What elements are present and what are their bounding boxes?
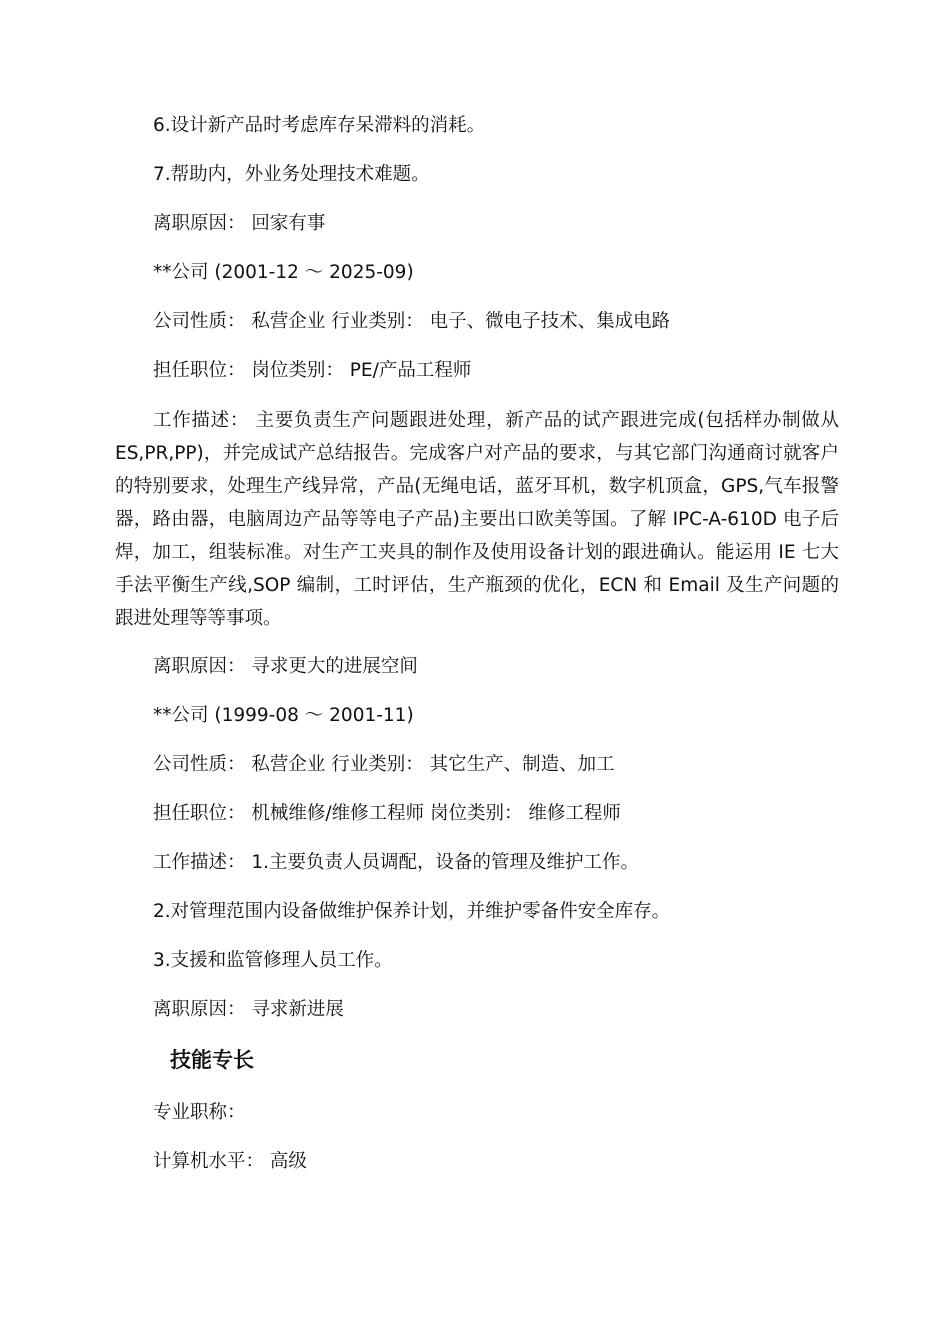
company-3-duty-2: 2.对管理范围内设备做维护保养计划，并维护零备件安全库存。 — [153, 901, 671, 922]
company-2-header: **公司 (2001-12 ～ 2025-09) — [153, 262, 414, 283]
leave-reason-1: 离职原因： 回家有事 — [153, 213, 326, 234]
company-3-description: 工作描述： 1.主要负责人员调配，设备的管理及维护工作。 — [153, 852, 640, 873]
company-2-nature: 公司性质： 私营企业 行业类别： 电子、微电子技术、集成电路 — [153, 311, 671, 332]
leave-reason-3: 离职原因： 寻求新进展 — [153, 999, 344, 1020]
computer-level: 计算机水平： 高级 — [153, 1151, 307, 1172]
company-3-nature: 公司性质： 私营企业 行业类别： 其它生产、制造、加工 — [153, 754, 615, 775]
company-2-position: 担任职位： 岗位类别： PE/产品工程师 — [153, 360, 472, 381]
company-2-description: 工作描述： 主要负责生产问题跟进处理，新产品的试产跟进完成(包括样办制做从 ES,PR,PP)，并完成试产总结报告。完成客户对产品的要求，与其它部门沟通商讨就客户的特别要求，处理生产线异常，产品(无绳电话，蓝牙耳机，数字机顶盒，GPS,气车报警器，路由器，电脑周边产品等等电子产品)主要出口欧美等国。了解 IPC-A-610D 电子后焊，加工，组装标准。对生产工夹具的制作及使用设备计划的跟进确认。能运用 IE 七大手法平衡生产线,SOP 编制，工时评估，生产瓶颈的优化，ECN 和 Email 及生产问题的跟进处理等等事项。 — [115, 410, 839, 629]
skills-heading: 技能专长 — [170, 1048, 254, 1072]
company-3-header: **公司 (1999-08 ～ 2001-11) — [153, 705, 414, 726]
duty-item-7: 7.帮助内，外业务处理技术难题。 — [153, 164, 430, 185]
professional-title: 专业职称： — [153, 1102, 246, 1123]
company-3-position: 担任职位： 机械维修/维修工程师 岗位类别： 维修工程师 — [153, 803, 621, 824]
company-3-duty-3: 3.支援和监管修理人员工作。 — [153, 950, 393, 971]
leave-reason-2: 离职原因： 寻求更大的进展空间 — [153, 656, 418, 677]
duty-item-6: 6.设计新产品时考虑库存呆滞料的消耗。 — [153, 115, 486, 136]
